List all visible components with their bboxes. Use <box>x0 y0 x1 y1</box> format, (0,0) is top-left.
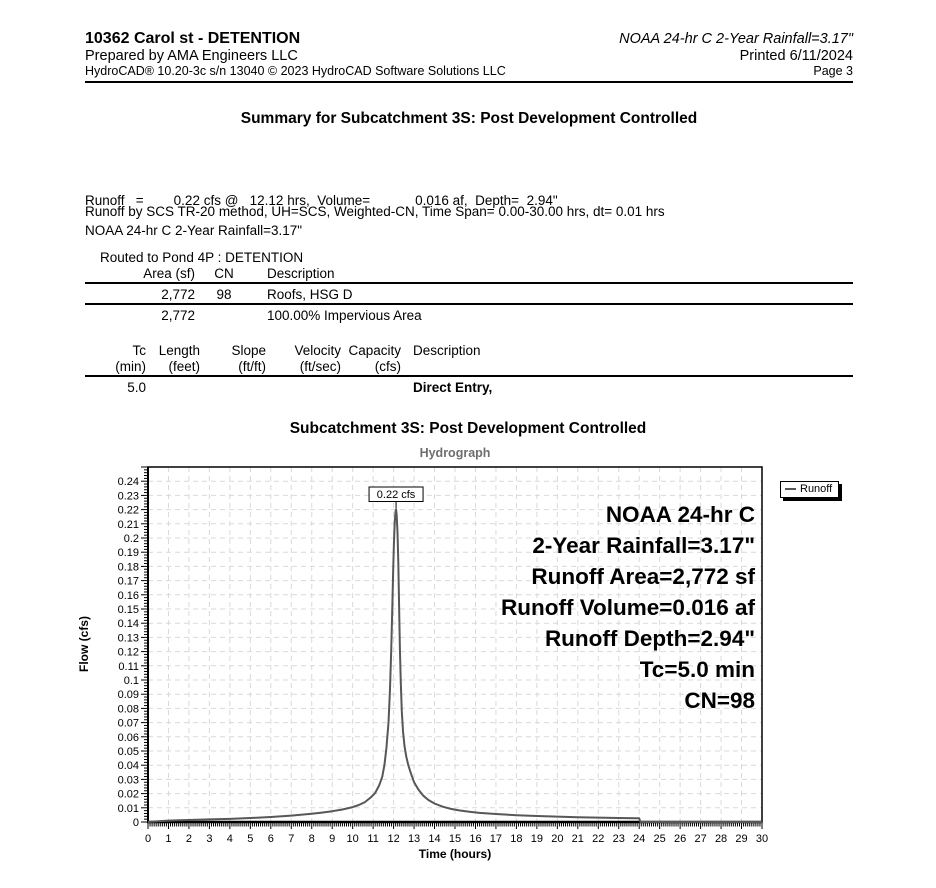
svg-text:0.19: 0.19 <box>117 547 139 560</box>
svg-text:16: 16 <box>469 833 482 845</box>
col-header-length: Length <box>158 343 200 358</box>
svg-text:1: 1 <box>165 833 172 845</box>
svg-text:0.21: 0.21 <box>117 518 139 531</box>
svg-text:21: 21 <box>571 833 584 845</box>
svg-text:23: 23 <box>612 833 625 845</box>
description-value: Roofs, HSG D <box>267 287 353 302</box>
svg-text:0.15: 0.15 <box>117 604 139 616</box>
svg-text:18: 18 <box>510 833 523 845</box>
svg-text:0: 0 <box>132 817 139 829</box>
chart-section-title: Subcatchment 3S: Post Development Controlled <box>289 420 647 437</box>
cn-value: 98 <box>216 287 232 302</box>
area-total: 2,772 <box>161 308 195 323</box>
svg-text:0.24: 0.24 <box>117 476 139 489</box>
svg-text:0.05: 0.05 <box>117 746 139 758</box>
unit-ftft: (ft/ft) <box>238 359 266 374</box>
svg-text:0.14: 0.14 <box>117 618 139 631</box>
svg-text:0.04: 0.04 <box>117 760 139 773</box>
col-header-velocity: Velocity <box>294 343 341 358</box>
svg-text:9: 9 <box>329 833 336 845</box>
svg-text:7: 7 <box>288 833 295 845</box>
annotation-storm-type: NOAA 24-hr C <box>605 502 755 527</box>
col-header-description: Description <box>267 266 335 281</box>
project-title: 10362 Carol st - DETENTION <box>85 30 301 47</box>
svg-text:0.06: 0.06 <box>117 731 139 744</box>
tc-value: 5.0 <box>127 380 146 395</box>
svg-text:0.12: 0.12 <box>117 646 139 659</box>
col-header-cn: CN <box>214 266 234 281</box>
runoff-line-swatch <box>785 488 796 491</box>
software-version: HydroCAD® 10.20-3c s/n 13040 © 2023 HydroCAD Software Solutions LLC <box>85 64 506 78</box>
unit-ftsec: (ft/sec) <box>299 359 341 374</box>
tc-description-value: Direct Entry, <box>413 380 493 395</box>
svg-text:0.07: 0.07 <box>117 717 139 730</box>
svg-text:0.18: 0.18 <box>117 561 139 574</box>
page-number: Page 3 <box>813 64 853 78</box>
svg-text:3: 3 <box>206 833 213 845</box>
svg-text:0.02: 0.02 <box>117 788 139 801</box>
svg-text:12: 12 <box>387 833 400 845</box>
svg-text:11: 11 <box>367 833 379 845</box>
annotation-cn: CN=98 <box>684 688 755 713</box>
svg-text:28: 28 <box>714 833 728 845</box>
storm-event-label: NOAA 24-hr C 2-Year Rainfall=3.17" <box>619 31 853 47</box>
impervious-summary: 100.00% Impervious Area <box>267 308 422 323</box>
svg-text:15: 15 <box>448 833 462 845</box>
svg-text:22: 22 <box>592 833 605 845</box>
svg-text:19: 19 <box>530 833 543 845</box>
svg-text:25: 25 <box>653 833 666 845</box>
svg-text:27: 27 <box>694 833 707 845</box>
svg-text:0.17: 0.17 <box>117 575 139 588</box>
annotation-runoff-volume: Runoff Volume=0.016 af <box>500 595 755 620</box>
svg-text:0.13: 0.13 <box>117 632 139 645</box>
col-header-capacity: Capacity <box>348 343 401 358</box>
unit-cfs: (cfs) <box>374 359 401 374</box>
col-header-tc-description: Description <box>413 343 481 358</box>
svg-text:0.09: 0.09 <box>117 689 139 702</box>
svg-text:0.22: 0.22 <box>117 504 139 517</box>
col-header-slope: Slope <box>231 343 266 358</box>
svg-text:26: 26 <box>674 833 687 845</box>
unit-min: (min) <box>115 359 146 374</box>
summary-title: Summary for Subcatchment 3S: Post Development Controlled <box>240 110 698 127</box>
svg-text:14: 14 <box>428 833 441 845</box>
col-header-tc: Tc <box>132 343 146 358</box>
legend <box>780 481 839 498</box>
runoff-result-line: Runoff = 0.22 cfs @ 12.12 hrs, Volume= 0.016 af, Depth= 2.94" <box>85 193 558 208</box>
legend-label-runoff: Runoff <box>800 483 833 495</box>
svg-text:29: 29 <box>735 833 748 845</box>
y-axis-label: Flow (cfs) <box>77 616 91 672</box>
svg-text:0.2: 0.2 <box>123 533 139 545</box>
svg-text:0.11: 0.11 <box>118 660 139 673</box>
svg-text:10: 10 <box>346 833 359 845</box>
svg-text:0.22 cfs: 0.22 cfs <box>376 489 416 501</box>
svg-text:8: 8 <box>308 833 315 845</box>
svg-text:0: 0 <box>144 833 152 845</box>
svg-text:4: 4 <box>226 833 233 845</box>
col-header-area: Area (sf) <box>143 266 195 281</box>
svg-text:20: 20 <box>551 833 564 845</box>
x-axis-label: Time (hours) <box>418 847 492 861</box>
svg-text:0.1: 0.1 <box>123 675 139 687</box>
svg-text:24: 24 <box>633 833 646 845</box>
annotation-runoff-depth: Runoff Depth=2.94" <box>544 626 755 651</box>
unit-feet: (feet) <box>168 359 200 374</box>
storm-line: NOAA 24-hr C 2-Year Rainfall=3.17" <box>85 223 303 238</box>
routed-to-line: Routed to Pond 4P : DETENTION <box>85 250 304 265</box>
svg-text:13: 13 <box>407 833 421 845</box>
prepared-by: Prepared by AMA Engineers LLC <box>85 48 298 64</box>
svg-text:0.23: 0.23 <box>117 490 139 503</box>
svg-text:6: 6 <box>267 833 274 845</box>
svg-text:30: 30 <box>755 833 769 845</box>
annotation-runoff-area: Runoff Area=2,772 sf <box>531 564 755 589</box>
annotation-rainfall: 2-Year Rainfall=3.17" <box>532 533 755 558</box>
svg-text:0.03: 0.03 <box>117 774 139 787</box>
method-line: Runoff by SCS TR-20 method, UH=SCS, Weighted-CN, Time Span= 0.00-30.00 hrs, dt= 0.01 hrs <box>85 204 665 219</box>
svg-text:5: 5 <box>247 833 254 845</box>
svg-text:17: 17 <box>489 833 503 845</box>
annotation-tc: Tc=5.0 min <box>639 657 755 682</box>
area-value: 2,772 <box>161 287 195 302</box>
printed-date: Printed 6/11/2024 <box>739 48 853 64</box>
chart-title: Hydrograph <box>419 446 491 460</box>
chart-annotations <box>501 499 755 716</box>
svg-text:2: 2 <box>185 833 192 845</box>
svg-text:0.08: 0.08 <box>117 703 139 716</box>
svg-text:0.01: 0.01 <box>117 802 139 815</box>
svg-text:0.16: 0.16 <box>117 589 139 602</box>
